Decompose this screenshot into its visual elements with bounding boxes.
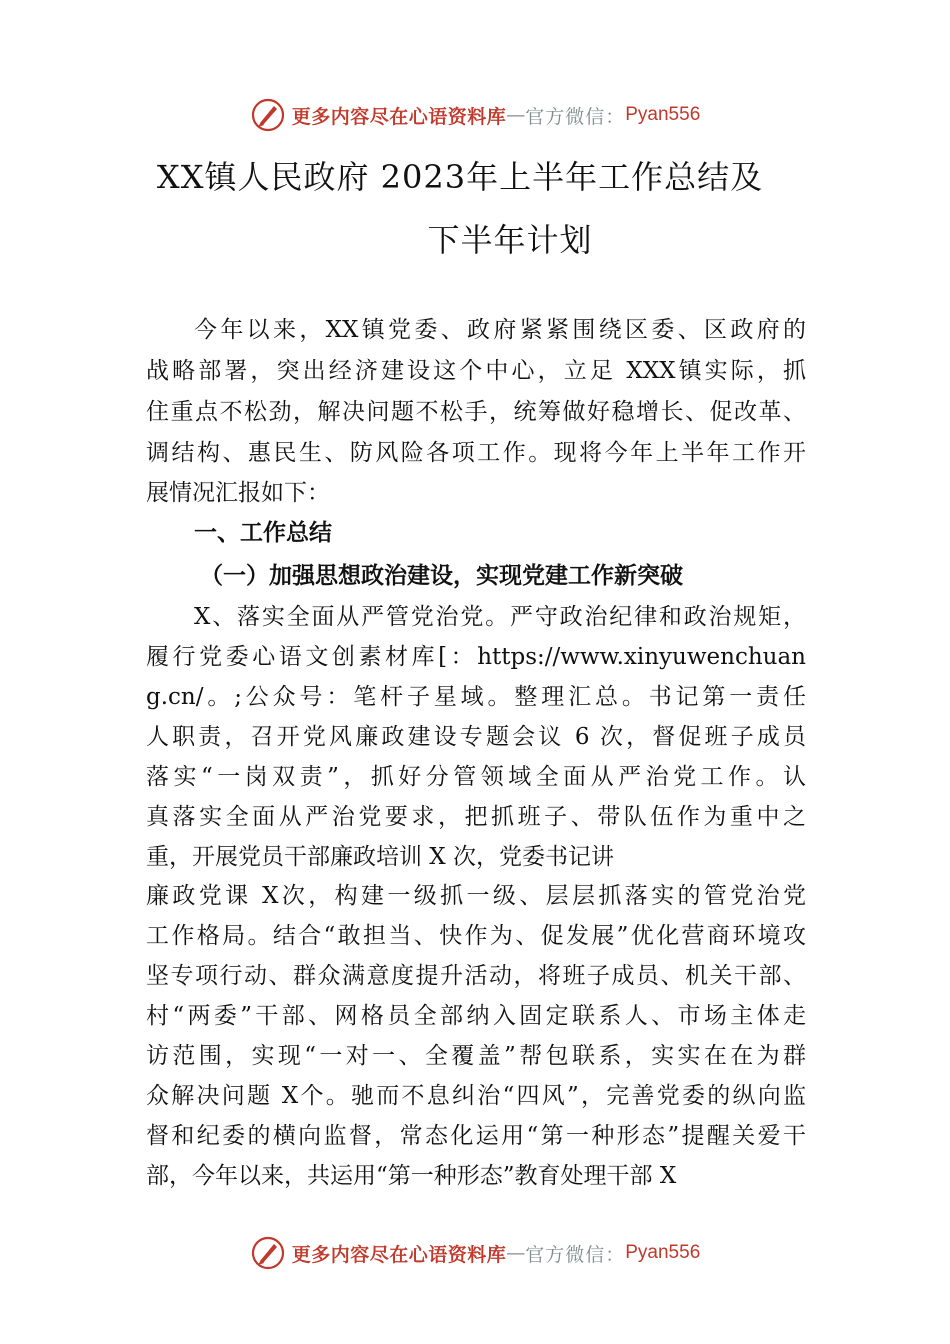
- para-line-8: 廉政党课 X次，构建一级抓一级、层层抓落实的管党治党: [146, 883, 806, 909]
- banner-dash: —: [506, 104, 526, 126]
- para-line-10: 坚专项行动、群众满意度提升活动，将班子成员、机关干部、: [146, 963, 806, 989]
- pen-logo-icon: [250, 97, 286, 133]
- para-line-7: 重，开展党员干部廉政培训 X 次，党委书记讲: [146, 844, 614, 870]
- header-banner: [0, 93, 950, 137]
- doc-title-line-2: 下半年计划: [427, 221, 593, 259]
- intro-line-5: 展情况汇报如下：: [146, 480, 330, 506]
- intro-line-3: 住重点不松劲，解决问题不松手，统筹做好稳增长、促改革、: [146, 399, 806, 425]
- para-line-5: 落实“一岗双责”，抓好分管领域全面从严治党工作。认: [146, 764, 806, 790]
- para-line-2: 履行党委心语文创素材库[：https://www.xinyuwenchuan: [146, 644, 806, 670]
- doc-title-line-1: XX镇人民政府 2023年上半年工作总结及: [156, 158, 764, 196]
- para-line-13: 众解决问题 X个。驰而不息纠治“四风”，完善党委的纵向监: [146, 1083, 806, 1109]
- banner-brand: 更多内容尽在心语资料库: [291, 1243, 507, 1266]
- para-line-9: 工作格局。结合“敢担当、快作为、促发展”优化营商环境攻: [146, 923, 806, 949]
- pen-logo-icon: [250, 1235, 286, 1271]
- banner-wechat-label: 官方微信：: [525, 1243, 626, 1266]
- para-line-11: 村“两委”干部、网格员全部纳入固定联系人、市场主体走: [146, 1003, 806, 1029]
- para-line-3: g.cn/。;公众号：笔杆子星域。整理汇总。书记第一责任: [146, 684, 806, 710]
- subsection-heading: （一）加强思想政治建设，实现党建工作新突破: [200, 562, 683, 589]
- intro-line-2: 战略部署，突出经济建设这个中心，立足 XXX镇实际，抓: [146, 358, 806, 384]
- para-line-12: 访范围，实现“一对一、全覆盖”帮包联系，实实在在为群: [146, 1043, 806, 1069]
- banner-wechat-label: 官方微信：: [525, 105, 626, 128]
- banner-brand: 更多内容尽在心语资料库: [291, 105, 507, 128]
- banner-wechat-handle: Pyan556: [625, 104, 701, 125]
- para-line-14: 督和纪委的横向监督，常态化运用“第一种形态”提醒关爱干: [146, 1123, 806, 1149]
- banner-wechat-handle: Pyan556: [625, 1242, 701, 1263]
- banner-dash: —: [506, 1242, 526, 1264]
- para-line-1: X、落实全面从严管党治党。严守政治纪律和政治规矩，: [194, 604, 806, 630]
- section-heading: 一、工作总结: [194, 520, 332, 546]
- intro-line-1: 今年以来，XX镇党委、政府紧紧围绕区委、区政府的: [194, 317, 806, 343]
- para-line-15: 部，今年以来，共运用“第一种形态”教育处理干部 X: [146, 1163, 677, 1189]
- footer-banner: [0, 1231, 950, 1275]
- para-line-6: 真落实全面从严治党要求，把抓班子、带队伍作为重中之: [146, 804, 806, 830]
- intro-line-4: 调结构、惠民生、防风险各项工作。现将今年上半年工作开: [146, 440, 806, 466]
- para-line-4: 人职责，召开党风廉政建设专题会议 6 次，督促班子成员: [146, 724, 806, 750]
